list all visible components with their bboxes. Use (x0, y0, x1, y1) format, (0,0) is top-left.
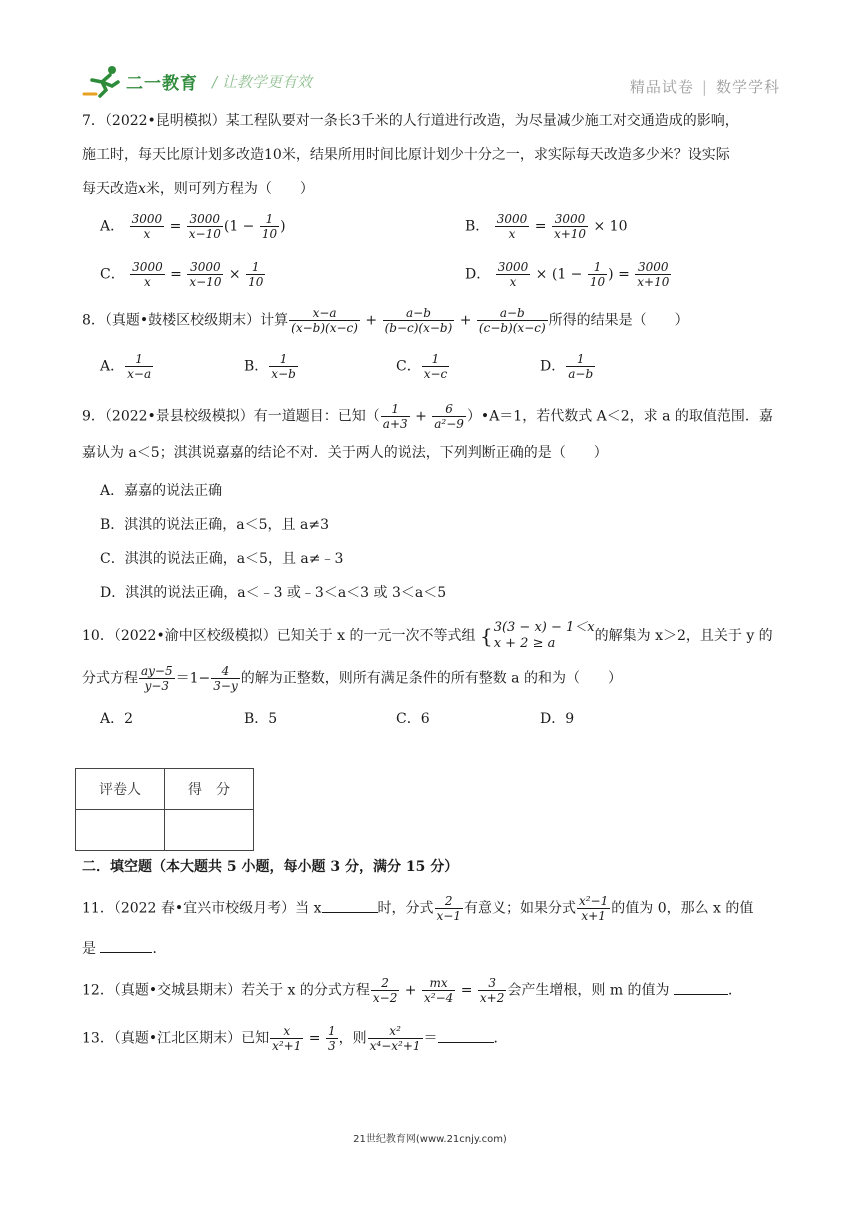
q11-line2: 是 ． (82, 941, 167, 957)
score-table-grader-cell[interactable] (76, 810, 165, 851)
q7-option-d[interactable]: D． $\frac{3000}{x}$ × (1 − $\frac{1}{10}$ ) = $\frac{3000}{x+10}$ (465, 260, 670, 289)
score-table (75, 768, 254, 851)
header-separator: | (701, 78, 708, 96)
q8-option-a[interactable]: A． $\frac{1}{x-a}$ (100, 352, 152, 381)
q10-stem: 10．（2022•渝中区校级模拟）已知关于 x 的一元一次不等式组 { 3(3 − x) − 1＜x x + 2 ≥ a 的解集为 x＞2，且关于 y 的 (82, 620, 773, 651)
q9-line2: 嘉认为 a＜5；淇淇说嘉嘉的结论不对．关于两人的说法，下列判断正确的是（ ） (82, 445, 608, 461)
logo-text: 二一教育 (126, 73, 198, 94)
q9-option-c[interactable]: C．淇淇的说法正确，a＜5，且 a≠﹣3 (100, 551, 344, 567)
q7-line2: 施工时，每天比原计划多改造10米，结果所用时间比原计划少十分之一，求实际每天改造多少米？设实际 (82, 147, 730, 163)
q7-option-a[interactable]: A． $\frac{3000}{x}$ = $\frac{3000}{x-10}$ (1 − $\frac{1}{10}$ ) (100, 212, 286, 241)
header-right-left: 精品试卷 (629, 78, 694, 96)
section-title: 二．填空题（本大题共 5 小题，每小题 3 分，满分 15 分） (82, 859, 459, 875)
q8-option-d[interactable]: D． $\frac{1}{a-b}$ (540, 352, 594, 381)
q11-blank-1[interactable] (322, 912, 378, 913)
page-footer: 21世纪教育网(www.21cnjy.com) (353, 1134, 507, 1145)
runner-logo-icon (82, 64, 124, 98)
header-subject (630, 76, 780, 97)
q10-option-b[interactable]: B．5 (244, 711, 278, 727)
q13-stem: 13．（真题•江北区期末）已知 $\frac{x}{\text{x²+1}}$ = $\frac{1}{3}$ ，则 $\frac{\text{x²}}{\text{x⁴−x²+1}}$ ＝ ． (82, 1024, 508, 1053)
q7-option-c[interactable]: C． $\frac{3000}{x}$ = $\frac{3000}{x-10}$ × $\frac{1}{10}$ (100, 260, 264, 289)
slogan: / 让教学更有效 (212, 72, 312, 91)
score-table-score-cell[interactable] (165, 810, 254, 851)
q12-blank[interactable] (674, 994, 728, 995)
q9-option-a[interactable]: A．嘉嘉的说法正确 (100, 483, 223, 499)
q10-option-d[interactable]: D．9 (540, 711, 575, 727)
q10-option-a[interactable]: A．2 (100, 711, 134, 727)
q7-line3: 每天改造x米，则可列方程为（ ） (82, 181, 314, 197)
q9-stem: 9．（2022•景县校级模拟）有一道题目：已知（ $\frac{1}{a+3}$ + $\frac{6}{\text{a²−9}}$ ）•A＝1，若代数式 A＜2，求 a 的取值范围．嘉 (82, 402, 773, 431)
score-table-header-score: 得 分 (165, 769, 254, 810)
q9-option-b[interactable]: B．淇淇的说法正确，a＜5，且 a≠3 (100, 517, 329, 533)
q8-option-c[interactable]: C． $\frac{1}{x-c}$ (396, 352, 448, 381)
q11-blank-2[interactable] (100, 952, 152, 953)
header-right-right: 数学学科 (715, 78, 780, 96)
header-logo (82, 64, 312, 98)
q9-option-d[interactable]: D．淇淇的说法正确，a＜﹣3 或﹣3＜a＜3 或 3＜a＜5 (100, 585, 447, 601)
q10-option-c[interactable]: C．6 (396, 711, 430, 727)
q10-line2: 分式方程 $\frac{ay-5}{y-3}$ ＝1− $\frac{4}{3-y}$ 的解为正整数，则所有满足条件的所有整数 a 的和为（ ） (82, 664, 622, 693)
q11-stem: 11．（2022 春•宜兴市校级月考）当 x 时，分式 $\frac{2}{x-1}$ 有意义；如果分式 $\frac{\text{x²−1}}{x+1}$ 的值为 0，那么 x 的值 (82, 894, 754, 923)
q7-option-b[interactable]: B． $\frac{3000}{x}$ = $\frac{3000}{x+10}$ × 10 (465, 212, 628, 241)
q13-blank[interactable] (438, 1042, 494, 1043)
q8-stem: 8．（真题•鼓楼区校级期末）计算 $\frac{x-a}{(x-b)(x-c)}$ + $\frac{a-b}{(b-c)(x-b)}$ + $\frac{a-b}{(c-b)(x-c)}$ 所得的结果是（ ） (82, 306, 689, 335)
q7-line1: 7．（2022•昆明模拟）某工程队要对一条长3千米的人行道进行改造，为尽量减少施工对交通造成的影响， (82, 113, 739, 129)
q8-option-b[interactable]: B． $\frac{1}{x-b}$ (244, 352, 296, 381)
q12-stem: 12．（真题•交城县期末）若关于 x 的分式方程 $\frac{2}{x-2}$ + $\frac{mx}{\text{x²−4}}$ = $\frac{3}{x+2}$ 会产生增根，则 m 的值为 ． (82, 976, 743, 1005)
score-table-header-grader: 评卷人 (76, 769, 165, 810)
